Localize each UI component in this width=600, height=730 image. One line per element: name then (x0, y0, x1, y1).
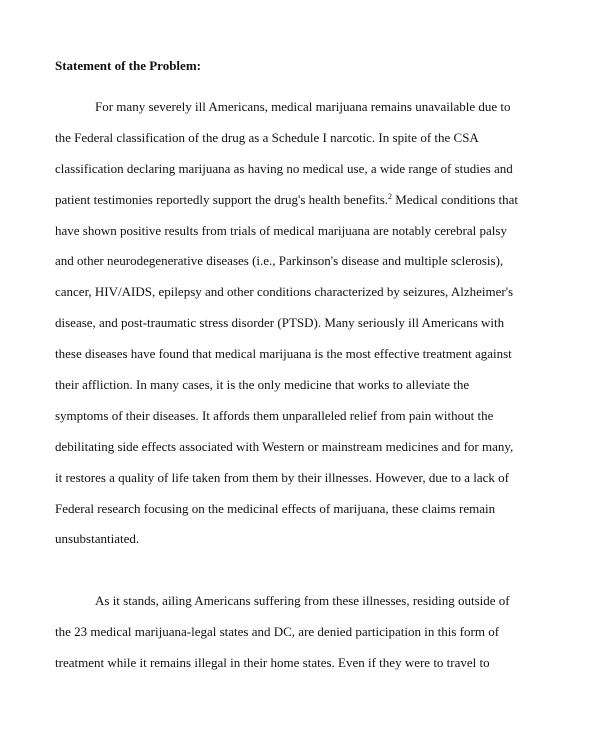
paragraph-line: the 23 medical marijuana-legal states and DC, are denied participation in this form of (55, 623, 500, 639)
paragraph-line: cancer, HIV/AIDS, epilepsy and other conditions characterized by seizures, Alzheimer's (55, 284, 514, 300)
paragraph-line-tail: Medical conditions that (392, 191, 519, 207)
paragraph-line: symptoms of their diseases. It affords them unparalleled relief from pain without the (55, 407, 494, 423)
paragraph-line: Federal research focusing on the medicinal effects of marijuana, these claims remain (55, 500, 496, 516)
paragraph-line (55, 185, 555, 216)
paragraph-line: debilitating side effects associated with Western or mainstream medicines and for many, (55, 438, 514, 454)
paragraph-line: have shown positive results from trials of medical marijuana are notably cerebral palsy (55, 222, 507, 238)
paragraph-line: For many severely ill Americans, medical marijuana remains unavailable due to (95, 99, 511, 114)
paragraph-2 (55, 586, 555, 679)
section-heading: Statement of the Problem: (55, 58, 201, 73)
paragraph-line: unsubstantiated. (55, 531, 140, 547)
paragraph-line: disease, and post-traumatic stress disorder (PTSD). Many seriously ill Americans with (55, 315, 505, 331)
paragraph-line: it restores a quality of life taken from them by their illnesses. However, due to a lack of (55, 469, 509, 485)
paragraph-line: classification declaring marijuana as having no medical use, a wide range of studies and (55, 160, 513, 176)
paragraph-1 (55, 92, 555, 555)
paragraph-line: treatment while it remains illegal in their home states. Even if they were to travel to (55, 654, 490, 670)
paragraph-line: As it stands, ailing Americans suffering from these illnesses, residing outside of (95, 593, 510, 608)
paragraph-line: these diseases have found that medical marijuana is the most effective treatment against (55, 346, 512, 362)
paragraph-line: their affliction. In many cases, it is the only medicine that works to alleviate the (55, 377, 470, 393)
paragraph-line: the Federal classification of the drug as a Schedule I narcotic. In spite of the CSA (55, 129, 479, 145)
footnote-reference: 2 (388, 191, 393, 201)
paragraph-line: and other neurodegenerative diseases (i.e., Parkinson's disease and multiple sclerosis), (55, 253, 504, 269)
paragraph-line-text: patient testimonies reportedly support the drug's health benefits. (55, 191, 389, 207)
